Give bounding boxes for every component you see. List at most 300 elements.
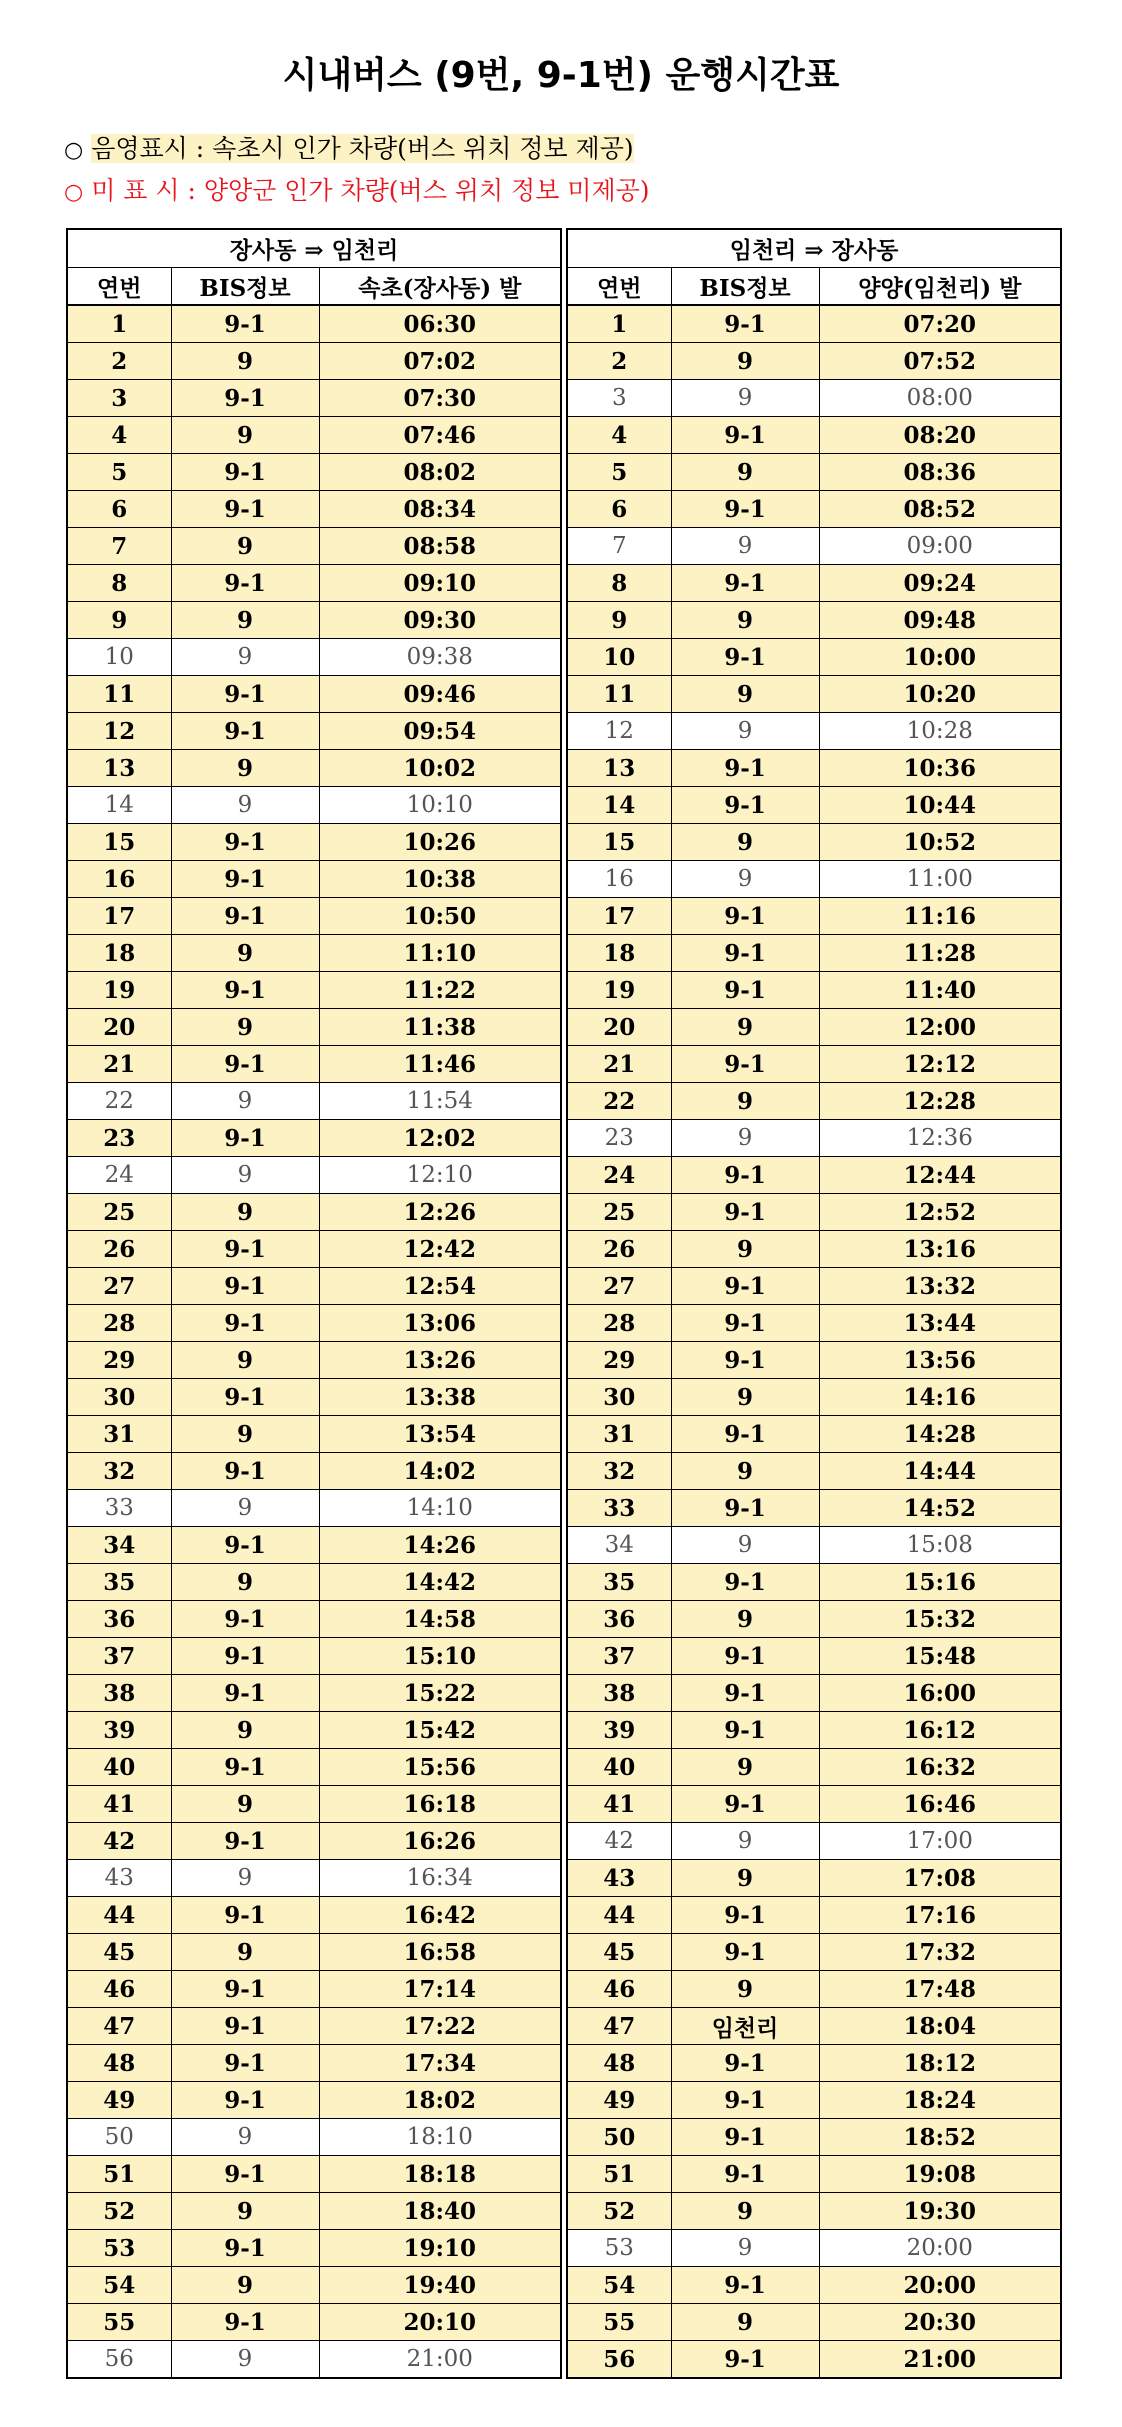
table-row: [567, 491, 1061, 528]
bis-cell: 9-1: [671, 2045, 819, 2082]
bis-cell: 9-1: [671, 1638, 819, 1675]
departure-time-cell: 15:08: [819, 1527, 1061, 1564]
seq-cell: 36: [67, 1601, 171, 1638]
bis-cell: 9-1: [171, 2008, 319, 2045]
seq-cell: 20: [67, 1009, 171, 1046]
departure-time-cell: 13:44: [819, 1305, 1061, 1342]
table-row: [67, 1564, 561, 1601]
departure-time-cell: 09:54: [319, 713, 561, 750]
bis-cell: 9: [671, 1527, 819, 1564]
seq-cell: 19: [67, 972, 171, 1009]
bis-cell: 9: [671, 454, 819, 491]
seq-cell: 20: [567, 1009, 671, 1046]
bis-cell: 9: [171, 935, 319, 972]
bis-cell: 9: [671, 1860, 819, 1897]
seq-cell: 30: [67, 1379, 171, 1416]
column-header-bis: BIS정보: [671, 268, 819, 306]
seq-cell: 3: [567, 380, 671, 417]
departure-time-cell: 19:08: [819, 2156, 1061, 2193]
departure-time-cell: 13:38: [319, 1379, 561, 1416]
bis-cell: 9-1: [171, 1305, 319, 1342]
departure-time-cell: 18:52: [819, 2119, 1061, 2156]
table-row: [567, 1231, 1061, 1268]
bis-cell: 9: [671, 1120, 819, 1157]
departure-time-cell: 11:16: [819, 898, 1061, 935]
bis-cell: 9: [171, 1342, 319, 1379]
table-row: [67, 1490, 561, 1527]
departure-time-cell: 12:10: [319, 1157, 561, 1194]
table-row: [67, 454, 561, 491]
seq-cell: 56: [67, 2341, 171, 2379]
table-row: [567, 2341, 1061, 2379]
departure-time-cell: 09:24: [819, 565, 1061, 602]
table-row: [67, 2267, 561, 2304]
seq-cell: 38: [67, 1675, 171, 1712]
bis-cell: 9-1: [671, 2082, 819, 2119]
table-row: [567, 2230, 1061, 2267]
table-row: [567, 861, 1061, 898]
departure-time-cell: 19:30: [819, 2193, 1061, 2230]
bis-cell: 9: [171, 343, 319, 380]
bis-cell: 9: [671, 528, 819, 565]
seq-cell: 10: [567, 639, 671, 676]
table-row: [67, 750, 561, 787]
table-row: [67, 565, 561, 602]
table-row: [67, 1601, 561, 1638]
seq-cell: 31: [67, 1416, 171, 1453]
table-row: [67, 305, 561, 343]
bis-cell: 9-1: [671, 2119, 819, 2156]
timetable-jangsa-to-imcheon: [66, 228, 562, 2379]
bis-cell: 9-1: [671, 417, 819, 454]
seq-cell: 24: [67, 1157, 171, 1194]
seq-cell: 56: [567, 2341, 671, 2379]
departure-time-cell: 08:36: [819, 454, 1061, 491]
bis-cell: 9: [671, 1083, 819, 1120]
table-row: [67, 1712, 561, 1749]
bis-cell: 9-1: [671, 1157, 819, 1194]
departure-time-cell: 12:02: [319, 1120, 561, 1157]
seq-cell: 51: [567, 2156, 671, 2193]
bis-cell: 9: [671, 1009, 819, 1046]
table-row: [67, 1638, 561, 1675]
table-row: [567, 1786, 1061, 1823]
departure-time-cell: 19:10: [319, 2230, 561, 2267]
bis-cell: 9-1: [671, 1305, 819, 1342]
legend-shaded: [64, 130, 634, 170]
seq-cell: 34: [67, 1527, 171, 1564]
bis-cell: 9: [671, 861, 819, 898]
departure-time-cell: 20:30: [819, 2304, 1061, 2341]
table-row: [567, 972, 1061, 1009]
bis-cell: 9: [671, 380, 819, 417]
bis-cell: 9: [171, 1009, 319, 1046]
departure-time-cell: 15:32: [819, 1601, 1061, 1638]
seq-cell: 4: [567, 417, 671, 454]
table-row: [567, 1564, 1061, 1601]
table-row: [567, 1157, 1061, 1194]
departure-time-cell: 18:18: [319, 2156, 561, 2193]
table-row: [67, 787, 561, 824]
page-title: 시내버스 (9번, 9-1번) 운행시간표: [282, 55, 840, 96]
departure-time-cell: 13:06: [319, 1305, 561, 1342]
table-row: [67, 1046, 561, 1083]
table-row: [67, 417, 561, 454]
table-row: [67, 1860, 561, 1897]
departure-time-cell: 13:26: [319, 1342, 561, 1379]
bis-cell: 9-1: [171, 2082, 319, 2119]
bis-cell: 9-1: [671, 639, 819, 676]
departure-time-cell: 14:44: [819, 1453, 1061, 1490]
table-row: [67, 2341, 561, 2379]
departure-time-cell: 18:10: [319, 2119, 561, 2156]
seq-cell: 31: [567, 1416, 671, 1453]
table-row: [67, 1120, 561, 1157]
departure-time-cell: 12:12: [819, 1046, 1061, 1083]
departure-time-cell: 17:32: [819, 1934, 1061, 1971]
departure-time-cell: 10:10: [319, 787, 561, 824]
departure-time-cell: 09:10: [319, 565, 561, 602]
timetable-body: [567, 305, 1061, 2378]
seq-cell: 19: [567, 972, 671, 1009]
seq-cell: 30: [567, 1379, 671, 1416]
seq-cell: 16: [567, 861, 671, 898]
table-row: [67, 343, 561, 380]
departure-time-cell: 11:10: [319, 935, 561, 972]
table-row: [67, 1268, 561, 1305]
seq-cell: 14: [567, 787, 671, 824]
bis-cell: 9: [671, 1749, 819, 1786]
departure-time-cell: 16:26: [319, 1823, 561, 1860]
seq-cell: 50: [67, 2119, 171, 2156]
seq-cell: 37: [567, 1638, 671, 1675]
departure-time-cell: 18:02: [319, 2082, 561, 2119]
table-row: [567, 1453, 1061, 1490]
departure-time-cell: 08:00: [819, 380, 1061, 417]
table-row: [67, 713, 561, 750]
seq-cell: 42: [67, 1823, 171, 1860]
seq-cell: 46: [67, 1971, 171, 2008]
seq-cell: 37: [67, 1638, 171, 1675]
departure-time-cell: 08:02: [319, 454, 561, 491]
seq-cell: 22: [567, 1083, 671, 1120]
seq-cell: 17: [567, 898, 671, 935]
departure-time-cell: 10:44: [819, 787, 1061, 824]
bis-cell: 9: [171, 1490, 319, 1527]
seq-cell: 32: [67, 1453, 171, 1490]
table-row: [67, 491, 561, 528]
bis-cell: 9: [671, 2230, 819, 2267]
table-row: [67, 1749, 561, 1786]
table-row: [67, 824, 561, 861]
seq-cell: 22: [67, 1083, 171, 1120]
seq-cell: 8: [567, 565, 671, 602]
seq-cell: 7: [67, 528, 171, 565]
departure-time-cell: 17:00: [819, 1823, 1061, 1860]
departure-time-cell: 19:40: [319, 2267, 561, 2304]
seq-cell: 33: [67, 1490, 171, 1527]
table-row: [67, 1897, 561, 1934]
seq-cell: 4: [67, 417, 171, 454]
bis-cell: 9: [171, 2193, 319, 2230]
table-row: [67, 1194, 561, 1231]
table-row: [67, 2119, 561, 2156]
table-row: [567, 2008, 1061, 2045]
table-row: [567, 1268, 1061, 1305]
departure-time-cell: 14:42: [319, 1564, 561, 1601]
table-row: [567, 1601, 1061, 1638]
seq-cell: 54: [67, 2267, 171, 2304]
departure-time-cell: 10:02: [319, 750, 561, 787]
departure-time-cell: 11:00: [819, 861, 1061, 898]
table-row: [567, 1897, 1061, 1934]
departure-time-cell: 16:32: [819, 1749, 1061, 1786]
seq-cell: 40: [67, 1749, 171, 1786]
table-row: [567, 713, 1061, 750]
seq-cell: 34: [567, 1527, 671, 1564]
seq-cell: 6: [67, 491, 171, 528]
bis-cell: 9: [671, 602, 819, 639]
table-row: [567, 305, 1061, 343]
departure-time-cell: 11:38: [319, 1009, 561, 1046]
departure-time-cell: 10:20: [819, 676, 1061, 713]
bis-cell: 9-1: [671, 1416, 819, 1453]
table-row: [567, 898, 1061, 935]
bis-cell: 9-1: [171, 454, 319, 491]
bis-cell: 9: [171, 2341, 319, 2379]
table-row: [567, 2082, 1061, 2119]
circle-bullet-icon: ○: [64, 180, 84, 205]
seq-cell: 27: [67, 1268, 171, 1305]
column-header-departure: 속초(장사동) 발: [319, 268, 561, 306]
table-row: [567, 676, 1061, 713]
departure-time-cell: 16:34: [319, 1860, 561, 1897]
table-row: [67, 2156, 561, 2193]
seq-cell: 25: [567, 1194, 671, 1231]
departure-time-cell: 21:00: [319, 2341, 561, 2379]
bis-cell: 9: [171, 2267, 319, 2304]
seq-cell: 52: [67, 2193, 171, 2230]
table-row: [567, 2304, 1061, 2341]
bis-cell: 9: [171, 1712, 319, 1749]
seq-cell: 41: [567, 1786, 671, 1823]
bis-cell: 9: [671, 2193, 819, 2230]
departure-time-cell: 10:38: [319, 861, 561, 898]
table-row: [67, 1823, 561, 1860]
seq-cell: 39: [567, 1712, 671, 1749]
table-row: [567, 1749, 1061, 1786]
seq-cell: 45: [567, 1934, 671, 1971]
table-row: [67, 380, 561, 417]
table-row: [67, 1453, 561, 1490]
bis-cell: 9-1: [671, 2156, 819, 2193]
table-row: [67, 898, 561, 935]
table-row: [567, 380, 1061, 417]
table-row: [567, 1490, 1061, 1527]
timetable-body: [67, 305, 561, 2378]
seq-cell: 8: [67, 565, 171, 602]
table-row: [567, 1860, 1061, 1897]
table-row: [567, 1712, 1061, 1749]
departure-time-cell: 20:00: [819, 2230, 1061, 2267]
departure-time-cell: 08:34: [319, 491, 561, 528]
seq-cell: 2: [567, 343, 671, 380]
bis-cell: 9-1: [171, 713, 319, 750]
departure-time-cell: 09:48: [819, 602, 1061, 639]
timetable-imcheon-to-jangsa: [566, 228, 1062, 2379]
table-row: [567, 1009, 1061, 1046]
departure-time-cell: 14:02: [319, 1453, 561, 1490]
bis-cell: 9-1: [671, 935, 819, 972]
departure-time-cell: 15:22: [319, 1675, 561, 1712]
bis-cell: 9: [171, 417, 319, 454]
table-row: [567, 1379, 1061, 1416]
bis-cell: 9: [171, 1786, 319, 1823]
table-row: [67, 602, 561, 639]
seq-cell: 54: [567, 2267, 671, 2304]
departure-time-cell: 16:12: [819, 1712, 1061, 1749]
departure-time-cell: 18:24: [819, 2082, 1061, 2119]
seq-cell: 29: [567, 1342, 671, 1379]
departure-time-cell: 10:52: [819, 824, 1061, 861]
seq-cell: 5: [67, 454, 171, 491]
column-header-seq: 연번: [567, 268, 671, 306]
departure-time-cell: 14:52: [819, 1490, 1061, 1527]
bis-cell: 9-1: [171, 1379, 319, 1416]
departure-time-cell: 09:30: [319, 602, 561, 639]
bis-cell: 9-1: [171, 380, 319, 417]
seq-cell: 23: [67, 1120, 171, 1157]
departure-time-cell: 17:16: [819, 1897, 1061, 1934]
bis-cell: 9-1: [171, 898, 319, 935]
table-row: [567, 2156, 1061, 2193]
departure-time-cell: 12:52: [819, 1194, 1061, 1231]
seq-cell: 47: [67, 2008, 171, 2045]
bis-cell: 9-1: [671, 2267, 819, 2304]
table-row: [567, 935, 1061, 972]
seq-cell: 49: [567, 2082, 671, 2119]
seq-cell: 40: [567, 1749, 671, 1786]
table-row: [567, 787, 1061, 824]
seq-cell: 55: [67, 2304, 171, 2341]
seq-cell: 48: [567, 2045, 671, 2082]
departure-time-cell: 17:34: [319, 2045, 561, 2082]
bis-cell: 9: [171, 1860, 319, 1897]
table-row: [67, 1971, 561, 2008]
table-row: [567, 1120, 1061, 1157]
seq-cell: 44: [67, 1897, 171, 1934]
seq-cell: 48: [67, 2045, 171, 2082]
departure-time-cell: 17:48: [819, 1971, 1061, 2008]
seq-cell: 3: [67, 380, 171, 417]
table-row: [567, 565, 1061, 602]
table-row: [67, 1527, 561, 1564]
bis-cell: 9-1: [671, 565, 819, 602]
bis-cell: 9-1: [671, 1934, 819, 1971]
seq-cell: 13: [567, 750, 671, 787]
bis-cell: 9: [671, 713, 819, 750]
seq-cell: 12: [567, 713, 671, 750]
departure-time-cell: 12:26: [319, 1194, 561, 1231]
departure-time-cell: 08:52: [819, 491, 1061, 528]
bis-cell: 9-1: [171, 305, 319, 343]
bis-cell: 9-1: [671, 2341, 819, 2379]
departure-time-cell: 08:20: [819, 417, 1061, 454]
seq-cell: 46: [567, 1971, 671, 2008]
table-row: [567, 750, 1061, 787]
departure-time-cell: 13:56: [819, 1342, 1061, 1379]
table-row: [567, 2119, 1061, 2156]
seq-cell: 26: [67, 1231, 171, 1268]
bis-cell: 9-1: [671, 1490, 819, 1527]
bis-cell: 9-1: [671, 1342, 819, 1379]
table-row: [567, 2045, 1061, 2082]
departure-time-cell: 15:16: [819, 1564, 1061, 1601]
bis-cell: 9-1: [671, 1564, 819, 1601]
seq-cell: 52: [567, 2193, 671, 2230]
bis-cell: 9-1: [171, 2304, 319, 2341]
departure-time-cell: 16:46: [819, 1786, 1061, 1823]
departure-time-cell: 18:40: [319, 2193, 561, 2230]
bis-cell: 9-1: [171, 1527, 319, 1564]
seq-cell: 15: [67, 824, 171, 861]
seq-cell: 6: [567, 491, 671, 528]
departure-time-cell: 09:00: [819, 528, 1061, 565]
direction-header: 임천리 ⇒ 장사동: [567, 229, 1061, 268]
timetable: [66, 228, 1058, 2379]
seq-cell: 14: [67, 787, 171, 824]
departure-time-cell: 10:50: [319, 898, 561, 935]
seq-cell: 23: [567, 1120, 671, 1157]
seq-cell: 11: [67, 676, 171, 713]
table-row: [67, 1379, 561, 1416]
table-row: [567, 1046, 1061, 1083]
seq-cell: 21: [567, 1046, 671, 1083]
bis-cell: 9: [671, 343, 819, 380]
table-row: [67, 676, 561, 713]
bis-cell: 9-1: [171, 824, 319, 861]
table-row: [67, 1157, 561, 1194]
seq-cell: 32: [567, 1453, 671, 1490]
seq-cell: 2: [67, 343, 171, 380]
seq-cell: 39: [67, 1712, 171, 1749]
bis-cell: 9-1: [171, 1897, 319, 1934]
bis-cell: 9-1: [171, 2156, 319, 2193]
bis-cell: 9-1: [171, 2045, 319, 2082]
table-row: [67, 2304, 561, 2341]
bis-cell: 9-1: [171, 861, 319, 898]
circle-bullet-icon: ○: [64, 138, 84, 163]
departure-time-cell: 21:00: [819, 2341, 1061, 2379]
bis-cell: 9: [171, 750, 319, 787]
table-row: [67, 1009, 561, 1046]
table-row: [67, 1934, 561, 1971]
bis-cell: 9: [671, 1231, 819, 1268]
bis-cell: 9-1: [171, 1675, 319, 1712]
bis-cell: 9-1: [171, 565, 319, 602]
departure-time-cell: 12:44: [819, 1157, 1061, 1194]
table-row: [67, 861, 561, 898]
bis-cell: 9-1: [671, 1786, 819, 1823]
seq-cell: 47: [567, 2008, 671, 2045]
bis-cell: 9-1: [671, 898, 819, 935]
departure-time-cell: 15:56: [319, 1749, 561, 1786]
bis-cell: 9-1: [671, 750, 819, 787]
direction-header: 장사동 ⇒ 임천리: [67, 229, 561, 268]
departure-time-cell: 20:00: [819, 2267, 1061, 2304]
bis-cell: 9-1: [171, 1231, 319, 1268]
table-row: [67, 1083, 561, 1120]
